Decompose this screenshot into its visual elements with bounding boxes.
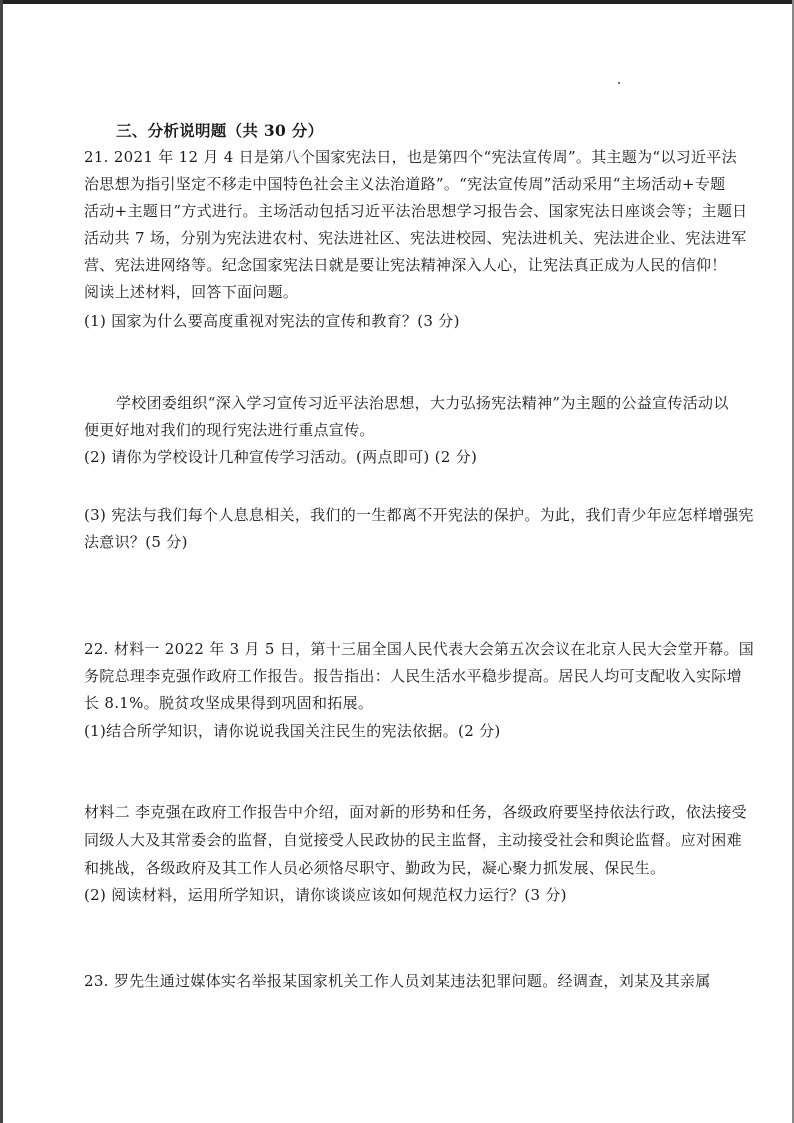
q21-material-line: 21. 2021 年 12 月 4 日是第八个国家宪法日，也是第四个“宪法宣传周”。其主题为“以习近平法 (84, 148, 737, 166)
q21-material-line: 营、宪法进网络等。纪念国家宪法日就是要让宪法精神深入人心，让宪法真正成为人民的信仰！ (84, 256, 727, 274)
q21-sub-question-1: (1) 国家为什么要高度重视对宪法的宣传和教育？(3 分) (84, 312, 460, 330)
section-title: 三、分析说明题（共 30 分） (116, 121, 324, 140)
q23-line: 23. 罗先生通过媒体实名举报某国家机关工作人员刘某违法犯罪问题。经调查，刘某及其亲属 (84, 972, 711, 990)
q22-material2-line: 材料二 李克强在政府工作报告中介绍，面对新的形势和任务，各级政府要坚持依法行政，依法接受 (84, 803, 747, 821)
q21-material2-line: 便更好地对我们的现行宪法进行重点宣传。 (84, 421, 375, 439)
q21-sub-question-2: (2) 请你为学校设计几种宣传学习活动。(两点即可) (2 分) (84, 448, 478, 466)
q21-sub-question-3: 法意识？(5 分) (84, 533, 188, 551)
page-top-border (0, 0, 794, 4)
q22-sub-question-2: (2) 阅读材料，运用所学知识，请你谈谈应该如何规范权力运行？(3 分) (84, 886, 567, 904)
q21-material-line: 治思想为指引坚定不移走中国特色社会主义法治道路”。“宪法宣传周”活动采用“主场活动+专题 (84, 175, 726, 193)
q22-material1-line: 长 8.1%。脱贫攻坚成果得到巩固和拓展。 (84, 694, 374, 712)
q21-sub-question-3: (3) 宪法与我们每个人息息相关，我们的一生都离不开宪法的保护。为此，我们青少年应怎样增强宪 (84, 506, 754, 524)
scan-speck (618, 82, 620, 84)
q22-material1-line: 22. 材料一 2022 年 3 月 5 日，第十三届全国人民代表大会第五次会议在北京人民大会堂开幕。国 (84, 640, 755, 658)
q22-material2-line: 和挑战，各级政府及其工作人员必须恪尽职守、勤政为民，凝心聚力抓发展、保民生。 (84, 859, 666, 877)
q22-sub-question-1: (1)结合所学知识，请你说说我国关注民生的宪法依据。(2 分) (84, 722, 501, 740)
q22-material2-line: 同级人大及其常委会的监督，自觉接受人民政协的民主监督，主动接受社会和舆论监督。应对困难 (84, 831, 742, 849)
page-left-border (0, 0, 3, 1123)
q21-material2-line: 学校团委组织“深入学习宣传习近平法治思想，大力弘扬宪法精神”为主题的公益宣传活动以 (116, 394, 729, 412)
q21-material-line: 活动共 7 场，分别为宪法进农村、宪法进社区、宪法进校园、宪法进机关、宪法进企业、宪法进军 (84, 229, 747, 247)
q21-material-line: 阅读上述材料，回答下面问题。 (84, 283, 299, 301)
q22-material1-line: 务院总理李克强作政府工作报告。报告指出：人民生活水平稳步提高。居民人均可支配收入实际增 (84, 667, 742, 685)
q21-material-line: 活动+主题日”方式进行。主场活动包括习近平法治思想学习报告会、国家宪法日座谈会等；主题日 (84, 202, 748, 220)
